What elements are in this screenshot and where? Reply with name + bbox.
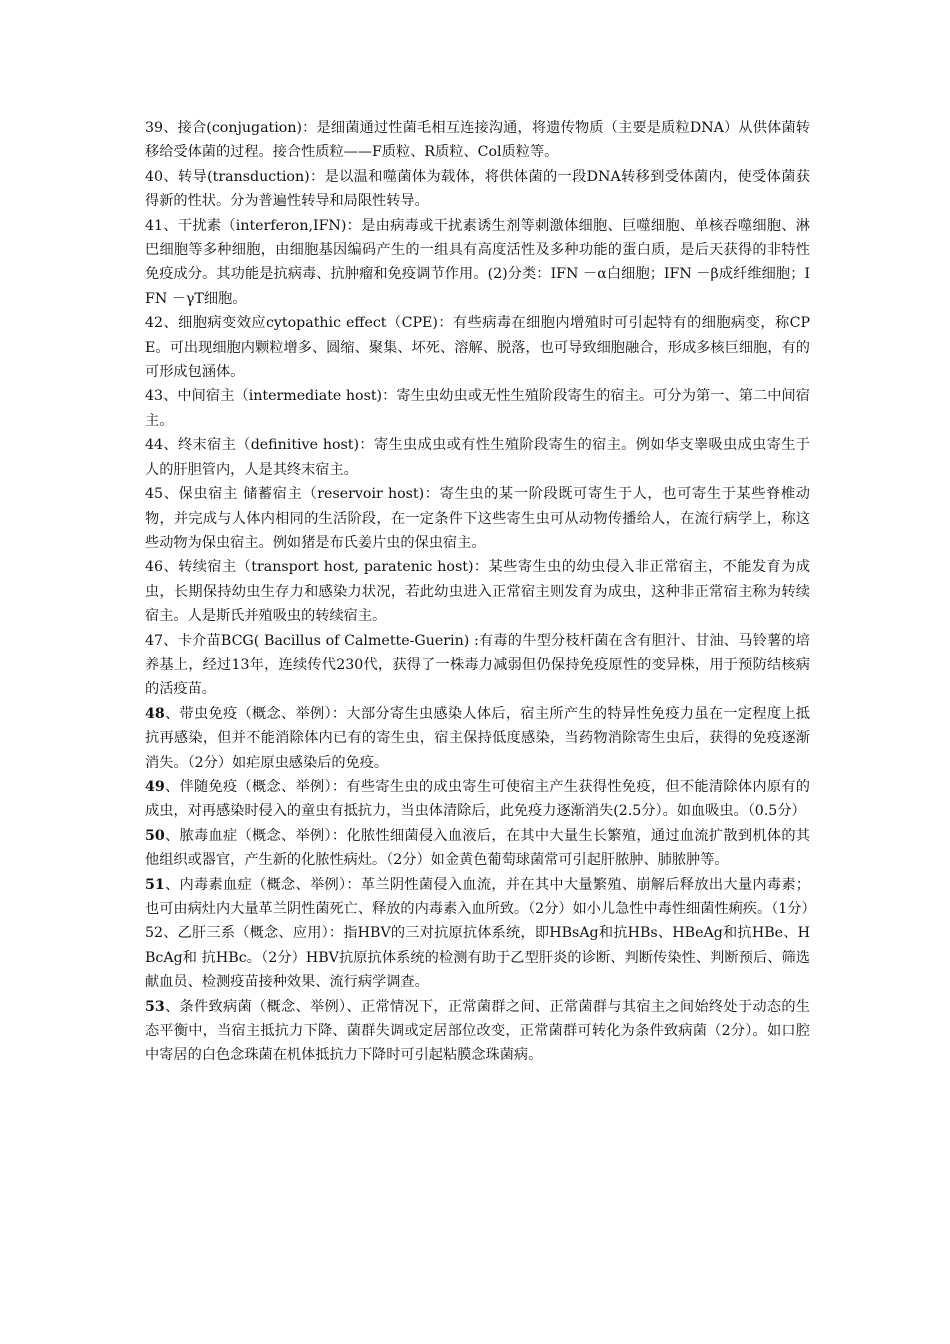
entry-number: 51 (145, 876, 165, 893)
entry-40 (145, 165, 810, 214)
entry-number: 49 (145, 778, 165, 795)
entry-41 (145, 214, 810, 312)
entry-52 (145, 921, 810, 994)
entry-45 (145, 482, 810, 555)
entry-number: 48 (145, 705, 165, 722)
entry-number: 45 (145, 486, 164, 503)
entry-text: 、终末宿主（definitive host)：寄生虫成虫或有性生殖阶段寄生的宿主。例如华支睾吸虫成虫寄生于人的肝胆管内，人是其终末宿主。 (145, 437, 810, 478)
entry-46 (145, 555, 810, 628)
entry-text: 、细胞病变效应cytopathic effect（CPE)：有些病毒在细胞内增殖时可引起特有的细胞病变，称CPE。可出现细胞内颗粒增多、圆缩、聚集、坏死、溶解、脱落，也可导致细胞融合，形成多核巨细胞，有的可形成包涵体。 (145, 315, 810, 381)
entry-42 (145, 311, 810, 384)
entry-number: 50 (145, 827, 165, 844)
entry-48 (145, 702, 810, 775)
entry-text: 、中间宿主（intermediate host)：寄生虫幼虫或无性生殖阶段寄生的宿主。可分为第一、第二中间宿主。 (145, 388, 810, 429)
entry-49 (145, 775, 810, 824)
entry-47 (145, 629, 810, 702)
entry-text: 、条件致病菌（概念、举例）、正常情况下，正常菌群之间、正常菌群与其宿主之间始终处于动态的生态平衡中，当宿主抵抗力下降、菌群失调或定居部位改变，正常菌群可转化为条件致病菌（2分）。如口腔中寄居的白色念珠菌在机体抵抗力下降时可引起粘膜念珠菌病。 (145, 998, 810, 1064)
entry-text: 、接合(conjugation)：是细菌通过性菌毛相互连接沟通，将遗传物质（主要是质粒DNA）从供体菌转移给受体菌的过程。接合性质粒——F质粒、R质粒、Col质粒等。 (145, 120, 810, 161)
entry-number: 39 (145, 120, 164, 136)
entry-number: 46 (145, 559, 164, 576)
entry-39 (145, 116, 810, 165)
entry-53 (145, 995, 810, 1068)
entry-text: 、转导(transduction)：是以温和噬菌体为载体，将供体菌的一段DNA转移到受体菌内，使受体菌获得新的性状。分为普遍性转导和局限性转导。 (145, 168, 810, 210)
entry-number: 40 (145, 168, 164, 185)
entry-number: 41 (145, 217, 164, 234)
entry-43 (145, 384, 810, 433)
entry-number: 43 (145, 388, 164, 405)
entry-text: 、保虫宿主 储蓄宿主（reservoir host)：寄生虫的某一阶段既可寄生于人，也可寄生于某些脊椎动物，并完成与人体内相同的生活阶段，在一定条件下这些寄生虫可从动物传播给人，在流行病学上，称这些动物为保虫宿主。例如猪是布氏姜片虫的保虫宿主。 (145, 486, 810, 551)
entry-text: 、乙肝三系（概念、应用）：指HBV的三对抗原抗体系统，即HBsAg和抗HBs、HBeAg和抗HBe、HBcAg和 抗HBc。（2分）HBV抗原抗体系统的检测有助于乙型肝炎的诊断、判断传染性、判断预后、筛选献血员、检测疫苗接种效果、流行病学调查。 (145, 925, 810, 991)
entry-number: 47 (145, 632, 164, 649)
entry-50 (145, 824, 810, 873)
entry-number: 44 (145, 437, 164, 454)
document-page (145, 116, 816, 1068)
entry-text: 、干扰素（interferon,IFN)：是由病毒或干扰素诱生剂等刺激体细胞、巨噬细胞、单核吞噬细胞、淋巴细胞等多种细胞，由细胞基因编码产生的一组具有高度活性及多种功能的蛋白质，是后天获得的非特性免疫成分。其功能是抗病毒、抗肿瘤和免疫调节作用。(2)分类：IFN －α白细胞；IFN －β成纤维细胞；IFN －γT细胞。 (145, 217, 810, 307)
entry-text: 、转续宿主（transport host, paratenic host)：某些寄生虫的幼虫侵入非正常宿主，不能发育为成虫，长期保持幼虫生存力和感染力状况，若此幼虫进入正常宿主则发育为成虫，这种非正常宿主称为转续宿主。人是斯氏并殖吸虫的转续宿主。 (145, 559, 810, 625)
entry-text: 、伴随免疫（概念、举例）：有些寄生虫的成虫寄生可使宿主产生获得性免疫，但不能清除体内原有的成虫，对再感染时侵入的童虫有抵抗力，当虫体清除后，此免疫力逐渐消失(2.5分）。如血吸虫。（0.5分） (145, 778, 810, 820)
entry-number: 53 (145, 998, 165, 1015)
entry-number: 42 (145, 315, 164, 332)
entry-number: 52 (145, 925, 164, 942)
entry-text: 、卡介苗BCG( Bacillus of Calmette-Guerin) :有毒的牛型分枝杆菌在含有胆汁、甘油、马铃薯的培养基上，经过13年，连续传代230代，获得了一株毒力减弱但仍保持免疫原性的变异株，用于预防结核病的活疫苗。 (145, 632, 810, 698)
entry-51 (145, 873, 816, 922)
entry-text: 、脓毒血症（概念、举例）：化脓性细菌侵入血液后，在其中大量生长繁殖，通过血流扩散到机体的其他组织或器官，产生新的化脓性病灶。（2分）如金黄色葡萄球菌常可引起肝脓肿、肺脓肿等。 (145, 827, 810, 869)
entry-44 (145, 433, 810, 482)
entry-text: 、带虫免疫（概念、举例）：大部分寄生虫感染人体后，宿主所产生的特异性免疫力虽在一定程度上抵抗再感染，但并不能消除体内已有的寄生虫，宿主保持低度感染，当药物消除寄生虫后，获得的免疫逐渐消失。（2分）如疟原虫感染后的免疫。 (145, 705, 810, 771)
entry-text: 、内毒素血症（概念、举例）：革兰阴性菌侵入血流，并在其中大量繁殖、崩解后释放出大量内毒素；也可由病灶内大量革兰阴性菌死亡、释放的内毒素入血所致。（2分）如小儿急性中毒性细菌性痢疾。（1分） (145, 876, 816, 917)
